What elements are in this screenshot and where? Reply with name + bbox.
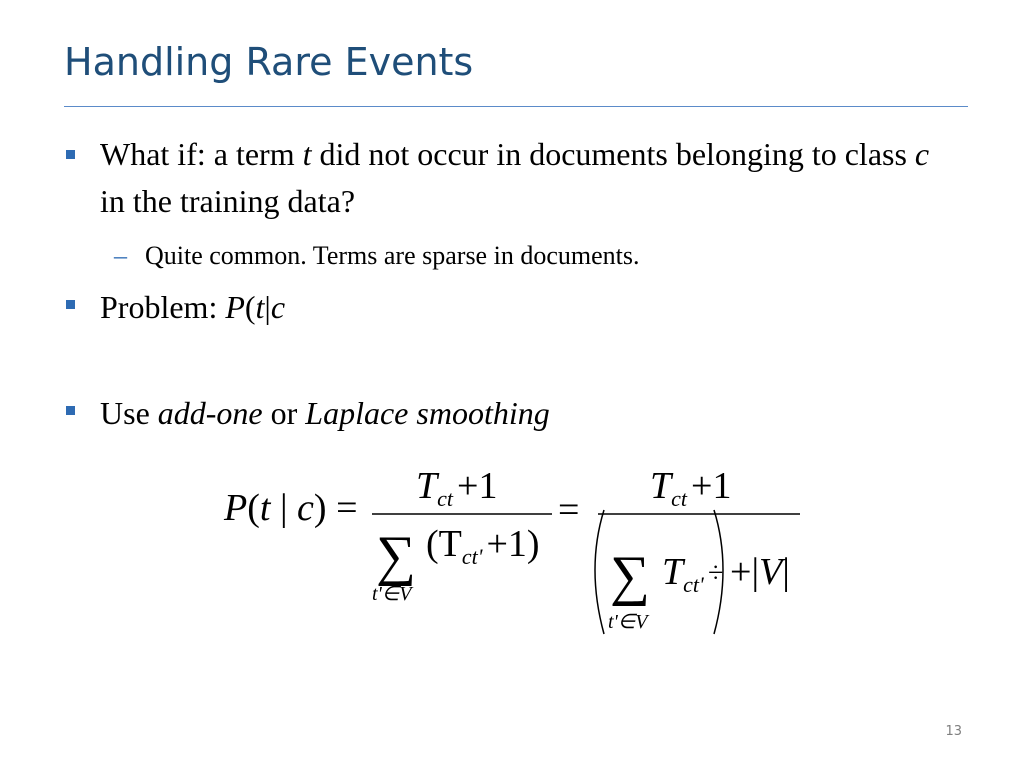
bullet-italic-add-one: add-one [157,395,263,431]
bullet-var-t: t [255,289,265,325]
bullet-problem [100,284,960,331]
slide-title: Handling Rare Events [64,40,474,84]
bullet-what-if [100,131,960,225]
left-paren [595,510,604,634]
bullet-text: Use [100,395,158,431]
laplace-smoothing-formula [220,458,820,648]
frac1-numerator: $T_{ct} +1$ [416,465,498,511]
frac2-numerator: $T_{ct} +1$ [650,465,732,511]
sum-symbol-2: ∑ [610,545,650,607]
bullet-text: did not occur in documents belonging to class [311,136,915,172]
bullet-italic-laplace: Laplace smoothing [305,395,550,431]
frac2-denominator-rest: +|V| [730,551,790,593]
bullet-text: What if: a term [100,136,303,172]
bullet-square-icon [66,300,75,309]
bullet-text: Problem: [100,289,226,325]
bullet-text: | [264,289,271,325]
bullet-square-icon [66,406,75,415]
bullet-square-icon [66,150,75,159]
bullet-var-c: c [270,289,286,325]
bullet-var-P: P [225,289,245,325]
formula-lhs: P(t | c) = [224,487,358,529]
sum-index-2: t'∈V [608,611,648,633]
stray-division-glyph: ÷ [708,558,724,589]
frac2-denominator-T: $T_{ct'}$ [662,551,704,597]
frac1-denominator: $(T_{ct'} +1)$ [426,523,540,569]
page-number: 13 [945,724,962,739]
sub-bullet-dash: – [114,241,127,270]
sum-symbol-1: ∑ [376,525,416,587]
bullet-text: or [262,395,306,431]
bullet-use-smoothing [100,390,960,437]
sub-bullet-quite-common: Quite common. Terms are sparse in documents. [145,241,640,270]
bullet-var-c: c [914,136,930,172]
title-divider [64,106,968,107]
formula-equals-2: = [558,489,580,531]
bullet-text: ( [244,289,256,325]
bullet-var-t: t [302,136,312,172]
bullet-text: in the training data? [100,183,356,219]
sum-index-1: t'∈V [372,583,412,605]
